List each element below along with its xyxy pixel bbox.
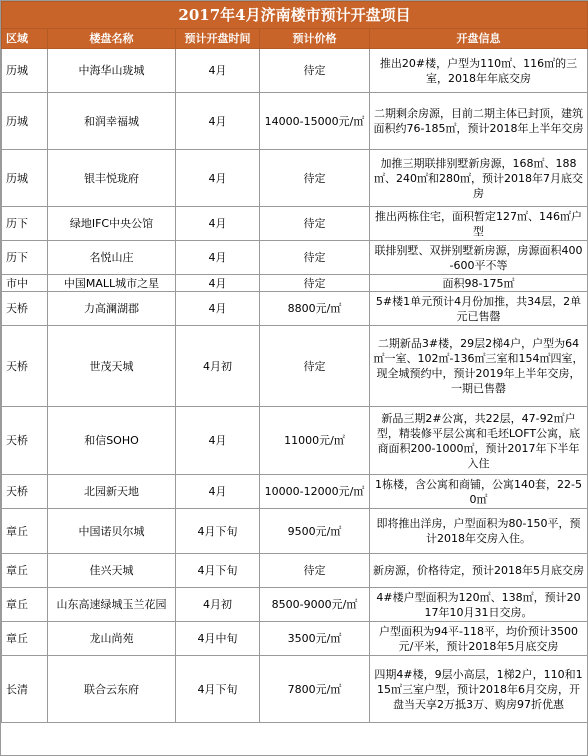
cell-time: 4月初 (176, 326, 260, 407)
cell-price: 待定 (260, 326, 370, 407)
table-row (2, 656, 588, 723)
cell-time: 4月下旬 (176, 656, 260, 723)
cell-time: 4月初 (176, 588, 260, 622)
cell-region: 历城 (2, 49, 48, 93)
cell-region: 天桥 (2, 292, 48, 326)
cell-price: 9500元/㎡ (260, 509, 370, 554)
cell-region: 天桥 (2, 326, 48, 407)
cell-price: 3500元/㎡ (260, 622, 370, 656)
cell-price: 待定 (260, 150, 370, 207)
cell-price: 11000元/㎡ (260, 407, 370, 475)
cell-name: 佳兴天城 (48, 554, 176, 588)
cell-price: 待定 (260, 49, 370, 93)
cell-name: 中海华山珑城 (48, 49, 176, 93)
cell-info: 联排别墅、双拼别墅新房源，房源面积400-600平不等 (370, 241, 588, 275)
header-info: 开盘信息 (370, 29, 588, 49)
title-row (2, 2, 588, 29)
cell-time: 4月 (176, 207, 260, 241)
cell-price: 待定 (260, 207, 370, 241)
cell-info: 面积98-175㎡ (370, 275, 588, 292)
cell-info: 即将推出洋房，户型面积为80-150平，预计2018年交房入住。 (370, 509, 588, 554)
header-name: 楼盘名称 (48, 29, 176, 49)
cell-price: 待定 (260, 554, 370, 588)
cell-info: 四期4#楼，9层小高层，1梯2户，110和115㎡三室户型，预计2018年6月交房，开盘当天享2万抵3万、购房97折优惠 (370, 656, 588, 723)
cell-region: 长清 (2, 656, 48, 723)
cell-price: 8800元/㎡ (260, 292, 370, 326)
cell-region: 历下 (2, 207, 48, 241)
cell-name: 绿地IFC中央公馆 (48, 207, 176, 241)
cell-info: 4#楼户型面积为120㎡、138㎡，预计2017年10月31日交房。 (370, 588, 588, 622)
cell-time: 4月中旬 (176, 622, 260, 656)
cell-price: 8500-9000元/㎡ (260, 588, 370, 622)
cell-time: 4月 (176, 49, 260, 93)
cell-name: 龙山尚苑 (48, 622, 176, 656)
cell-region: 历城 (2, 93, 48, 150)
cell-info: 户型面积为94平-118平，均价预计3500元/平米，预计2018年5月底交房 (370, 622, 588, 656)
table-row (2, 554, 588, 588)
cell-time: 4月 (176, 475, 260, 509)
cell-name: 联合云东府 (48, 656, 176, 723)
cell-time: 4月 (176, 275, 260, 292)
cell-info: 5#楼1单元预计4月份加推，共34层，2单元已售罄 (370, 292, 588, 326)
cell-time: 4月下旬 (176, 509, 260, 554)
table-row (2, 407, 588, 475)
cell-time: 4月 (176, 93, 260, 150)
cell-region: 历下 (2, 241, 48, 275)
cell-info: 1栋楼，含公寓和商铺，公寓140套，22-50㎡ (370, 475, 588, 509)
table-row (2, 475, 588, 509)
table-row (2, 241, 588, 275)
cell-name: 名悦山庄 (48, 241, 176, 275)
project-table (1, 1, 588, 723)
cell-region: 章丘 (2, 588, 48, 622)
cell-name: 中国MALL城市之星 (48, 275, 176, 292)
cell-region: 章丘 (2, 509, 48, 554)
cell-price: 14000-15000元/㎡ (260, 93, 370, 150)
cell-region: 天桥 (2, 407, 48, 475)
cell-info: 二期新品3#楼，29层2梯4户，户型为64㎡一室、102㎡-136㎡三室和154㎡四室，现全城预约中，预计2019年上半年交房，一期已售罄 (370, 326, 588, 407)
cell-price: 待定 (260, 241, 370, 275)
cell-price: 10000-12000元/㎡ (260, 475, 370, 509)
cell-name: 山东高速绿城玉兰花园 (48, 588, 176, 622)
cell-time: 4月 (176, 407, 260, 475)
cell-name: 世茂天城 (48, 326, 176, 407)
cell-time: 4月 (176, 241, 260, 275)
cell-time: 4月下旬 (176, 554, 260, 588)
cell-name: 北园新天地 (48, 475, 176, 509)
header-time: 预计开盘时间 (176, 29, 260, 49)
cell-name: 力高澜湖郡 (48, 292, 176, 326)
cell-price: 待定 (260, 275, 370, 292)
cell-info: 加推三期联排别墅新房源，168㎡、188㎡、240㎡和280㎡，预计2018年7月底交房 (370, 150, 588, 207)
table-row (2, 509, 588, 554)
table-row (2, 292, 588, 326)
cell-region: 章丘 (2, 554, 48, 588)
table-row (2, 207, 588, 241)
table-row (2, 93, 588, 150)
header-region: 区域 (2, 29, 48, 49)
cell-region: 市中 (2, 275, 48, 292)
table-row (2, 49, 588, 93)
cell-region: 章丘 (2, 622, 48, 656)
header-price: 预计价格 (260, 29, 370, 49)
cell-price: 7800元/㎡ (260, 656, 370, 723)
cell-time: 4月 (176, 150, 260, 207)
cell-info: 新房源，价格待定，预计2018年5月底交房 (370, 554, 588, 588)
cell-info: 推出两栋住宅，面积暂定127㎡、146㎡户型 (370, 207, 588, 241)
cell-info: 新品三期2#公寓，共22层，47-92㎡户型，精装修平层公寓和毛坯LOFT公寓，底商面积200-1000㎡，预计2017年下半年入住 (370, 407, 588, 475)
cell-region: 天桥 (2, 475, 48, 509)
table-row (2, 588, 588, 622)
cell-region: 历城 (2, 150, 48, 207)
cell-name: 和润幸福城 (48, 93, 176, 150)
cell-info: 二期剩余房源，目前二期主体已封顶，建筑面积约76-185㎡，预计2018年上半年交房 (370, 93, 588, 150)
table-row (2, 622, 588, 656)
cell-name: 银丰悦珑府 (48, 150, 176, 207)
cell-info: 推出20#楼，户型为110㎡、116㎡的三室，2018年年底交房 (370, 49, 588, 93)
cell-name: 和信SOHO (48, 407, 176, 475)
table-row (2, 326, 588, 407)
table-title: 2017年4月济南楼市预计开盘项目 (2, 2, 588, 29)
table-row (2, 150, 588, 207)
table-row (2, 275, 588, 292)
cell-time: 4月 (176, 292, 260, 326)
header-row (2, 29, 588, 49)
cell-name: 中国诺贝尔城 (48, 509, 176, 554)
